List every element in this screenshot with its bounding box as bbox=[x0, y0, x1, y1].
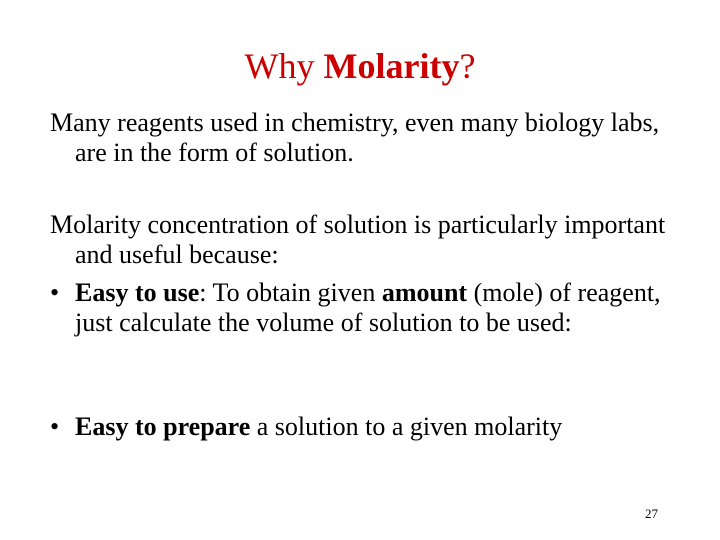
bullet-marker: • bbox=[50, 278, 60, 307]
bullet-marker: • bbox=[50, 412, 60, 441]
title-suffix: ? bbox=[459, 46, 476, 86]
bullet-bold-lead: Easy to use bbox=[75, 278, 200, 307]
molarity-paragraph-text: Molarity concentration of solution is particularly important and useful because: bbox=[50, 210, 666, 269]
intro-paragraph-text: Many reagents used in chemistry, even many biology labs, are in the form of solution. bbox=[50, 108, 660, 167]
bullet-row bbox=[50, 278, 690, 338]
bullet-bold-mid: amount bbox=[381, 278, 468, 307]
bullet-text: : To obtain given bbox=[199, 278, 382, 307]
page-number: 27 bbox=[645, 506, 658, 521]
bullet-text: (mole) of reagent, just calculate the volume of solution to be used: bbox=[75, 278, 661, 337]
bullet-row bbox=[50, 412, 690, 442]
bullet-bold-lead: Easy to prepare bbox=[75, 412, 251, 441]
bullet-easy-to-use bbox=[50, 278, 690, 338]
slide-title bbox=[0, 42, 720, 90]
title-emphasis: Molarity bbox=[323, 46, 460, 86]
bullet-easy-to-prepare bbox=[50, 412, 690, 442]
intro-paragraph bbox=[50, 108, 690, 168]
molarity-paragraph bbox=[50, 210, 690, 270]
bullet-text: a solution to a given molarity bbox=[250, 412, 563, 441]
title-prefix: Why bbox=[244, 46, 324, 86]
